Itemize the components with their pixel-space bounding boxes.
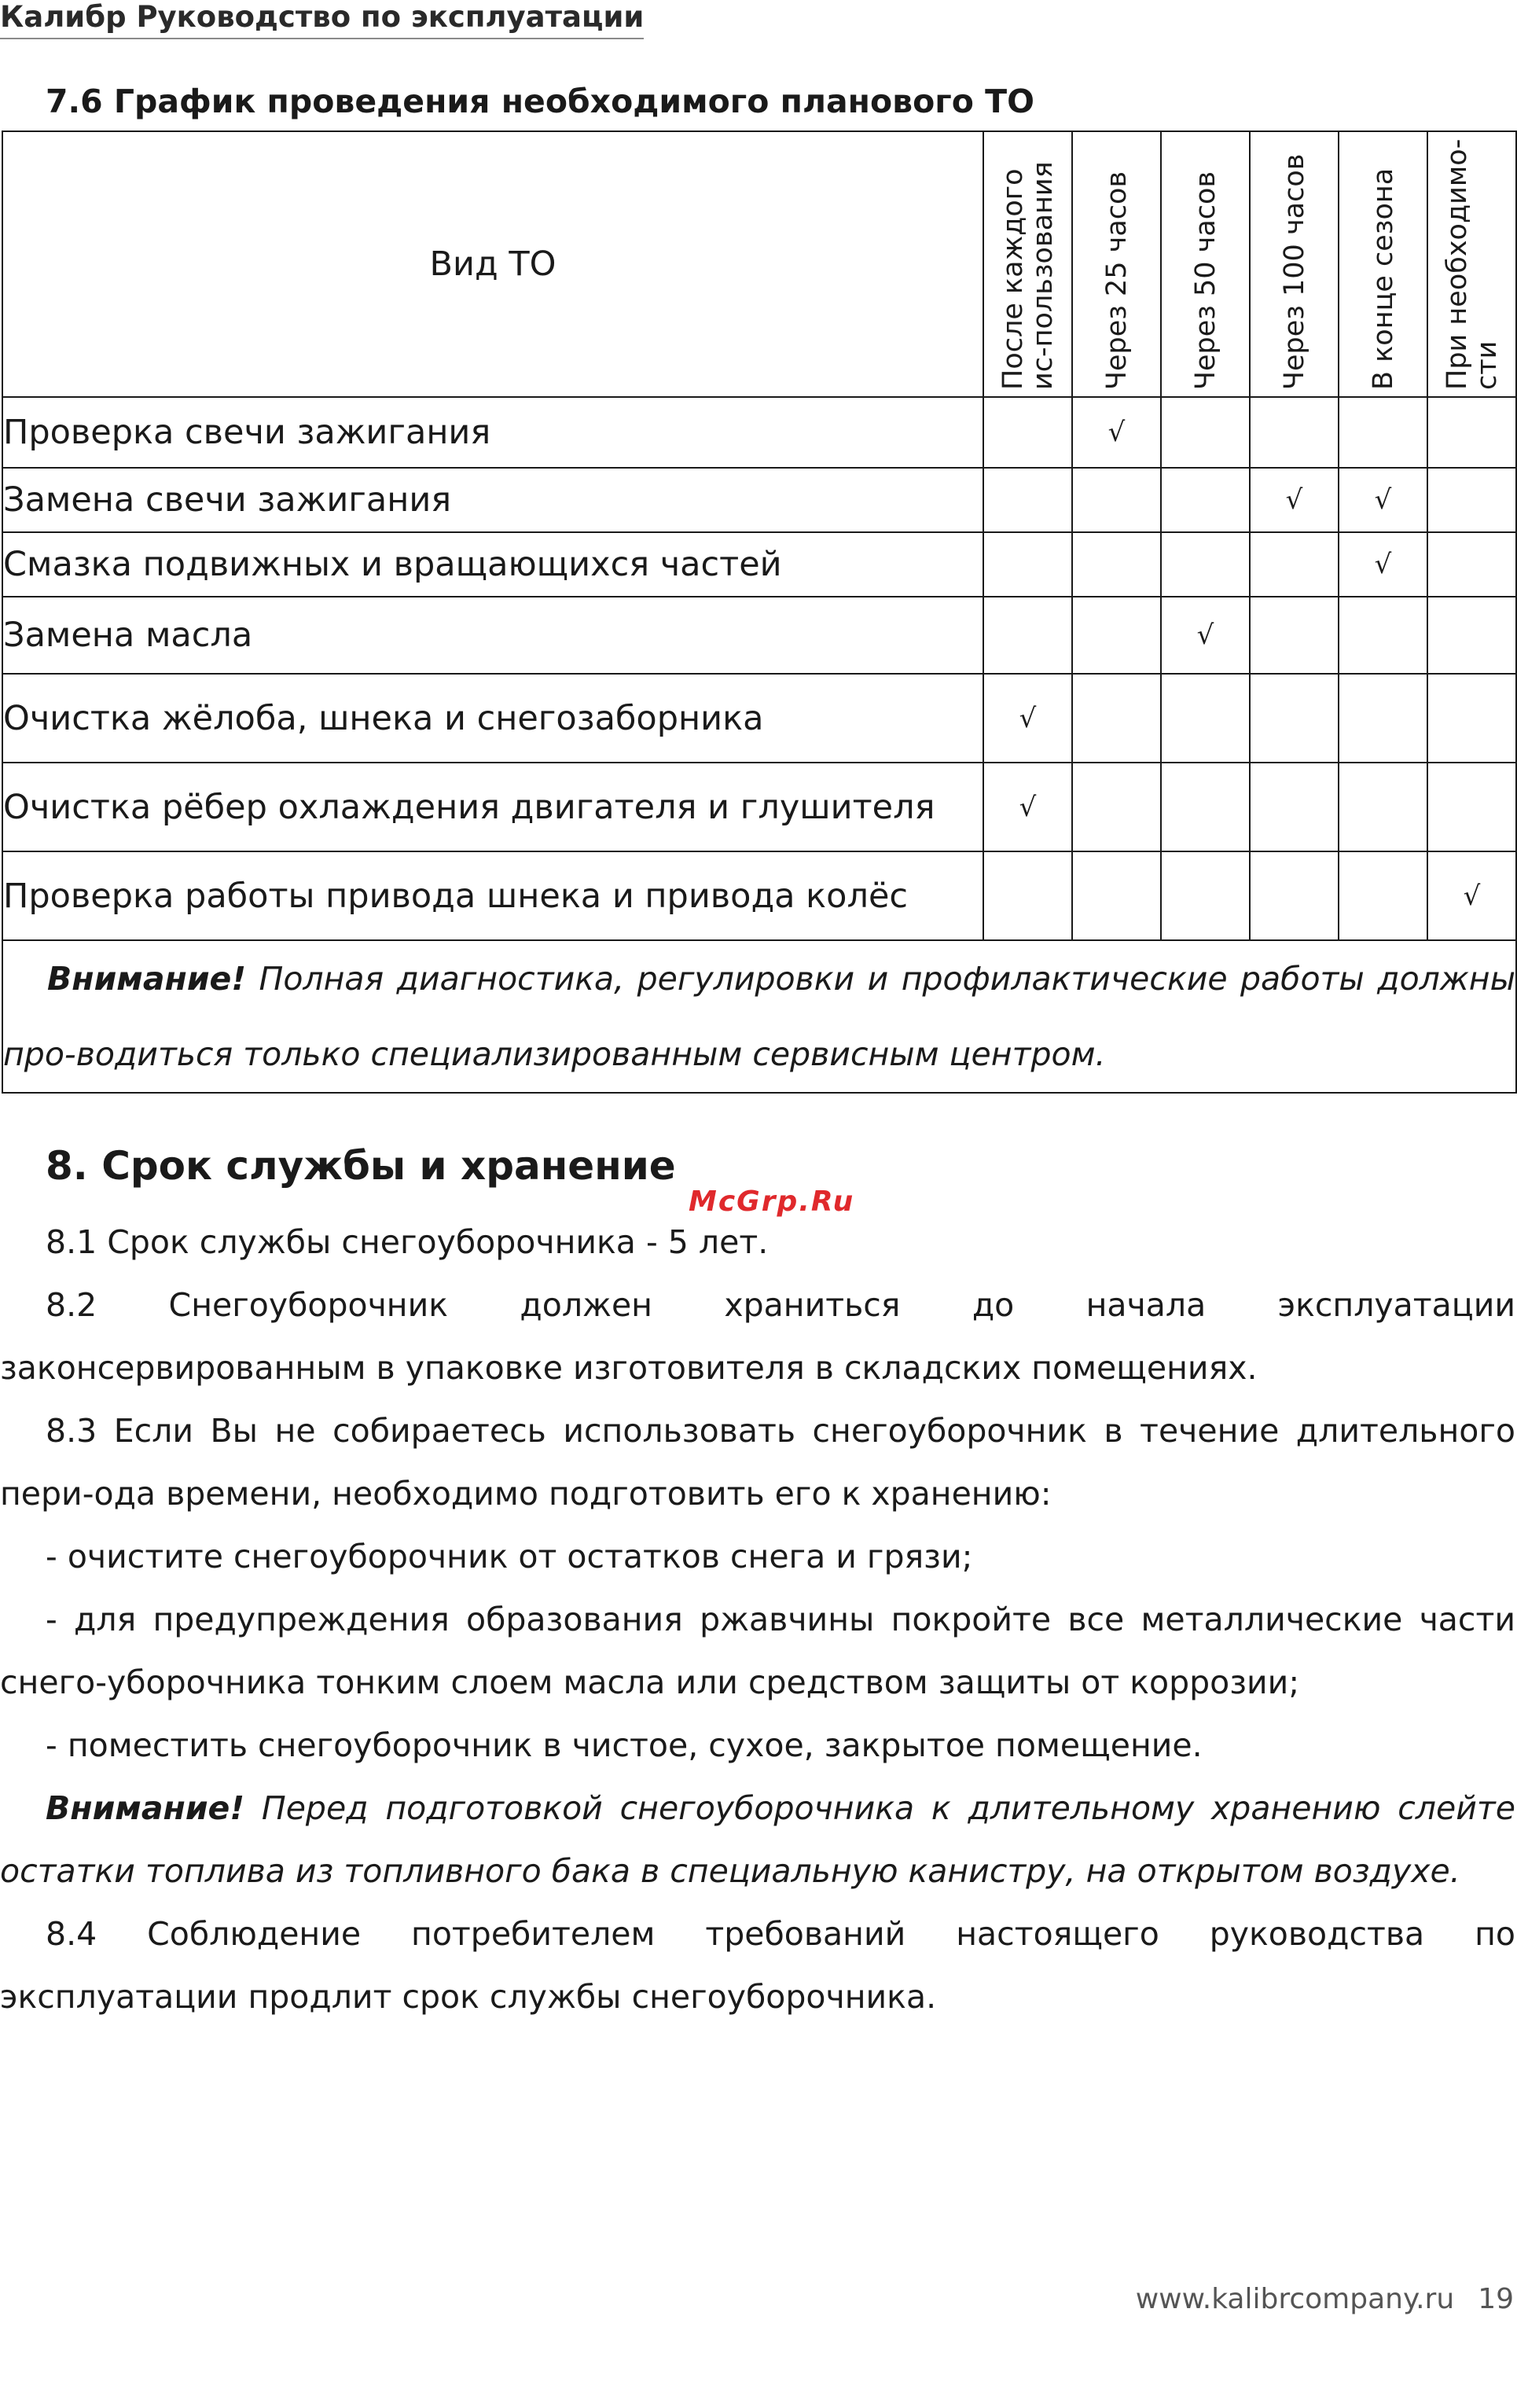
column-header-after-25-hours-label: Через 25 часов bbox=[1100, 171, 1133, 390]
table-row bbox=[2, 597, 1516, 674]
mark-cell: √ bbox=[1161, 597, 1250, 674]
mark-cell bbox=[1072, 468, 1161, 532]
page-number: 19 bbox=[1478, 2283, 1514, 2315]
mark-cell bbox=[983, 597, 1072, 674]
note-label: Внимание! bbox=[47, 960, 247, 998]
mark-cell bbox=[1161, 468, 1250, 532]
mark-cell bbox=[1161, 851, 1250, 940]
mark-cell bbox=[1250, 597, 1339, 674]
task-cell: Очистка жёлоба, шнека и снегозаборника bbox=[2, 674, 983, 763]
section-8-body bbox=[0, 1211, 1515, 2028]
column-header-when-needed-label: При необходимо-сти bbox=[1441, 138, 1503, 390]
maintenance-schedule-table bbox=[2, 131, 1517, 1094]
bullet-item: - для предупреждения образования ржавчины покройте все металлические части снего-уборочника тонким слоем масла или средством защиты от коррозии; bbox=[0, 1601, 1515, 1701]
warning-paragraph bbox=[0, 1777, 1515, 1903]
table-note-row bbox=[2, 940, 1516, 1093]
mark-cell bbox=[1427, 532, 1516, 597]
task-cell: Проверка работы привода шнека и привода колёс bbox=[2, 851, 983, 940]
mark-cell bbox=[1250, 763, 1339, 851]
mark-cell bbox=[1250, 532, 1339, 597]
task-cell: Очистка рёбер охлаждения двигателя и глушителя bbox=[2, 763, 983, 851]
mark-cell bbox=[983, 532, 1072, 597]
column-header-vid-to: Вид ТО bbox=[2, 131, 983, 397]
mark-cell bbox=[1072, 851, 1161, 940]
column-header-end-of-season bbox=[1339, 131, 1427, 397]
mark-cell bbox=[1072, 597, 1161, 674]
table-row bbox=[2, 674, 1516, 763]
mark-cell: √ bbox=[1427, 851, 1516, 940]
mark-cell bbox=[1427, 468, 1516, 532]
column-header-after-100-hours-label: Через 100 часов bbox=[1278, 153, 1310, 390]
task-cell: Смазка подвижных и вращающихся частей bbox=[2, 532, 983, 597]
mark-cell bbox=[1339, 597, 1427, 674]
task-cell: Замена масла bbox=[2, 597, 983, 674]
mark-cell bbox=[1161, 763, 1250, 851]
mark-cell: √ bbox=[983, 763, 1072, 851]
watermark: McGrp.Ru bbox=[689, 1186, 855, 1218]
mark-cell bbox=[983, 851, 1072, 940]
mark-cell bbox=[1427, 597, 1516, 674]
paragraph-8-4: 8.4 Соблюдение потребителем требований настоящего руководства по эксплуатации продлит срок службы снегоуборочника. bbox=[0, 1915, 1515, 2016]
mark-cell bbox=[1427, 674, 1516, 763]
mark-cell bbox=[1250, 851, 1339, 940]
footer-website: www.kalibrcompany.ru bbox=[1135, 2283, 1455, 2315]
table-row bbox=[2, 397, 1516, 468]
task-cell: Проверка свечи зажигания bbox=[2, 397, 983, 468]
column-header-after-each-use bbox=[983, 131, 1072, 397]
table-row bbox=[2, 763, 1516, 851]
mark-cell: √ bbox=[983, 674, 1072, 763]
column-header-after-each-use-label: После каждого ис-пользования bbox=[997, 161, 1059, 390]
mark-cell bbox=[1161, 397, 1250, 468]
mark-cell bbox=[1072, 674, 1161, 763]
column-header-after-25-hours bbox=[1072, 131, 1161, 397]
mark-cell bbox=[1339, 674, 1427, 763]
table-row bbox=[2, 532, 1516, 597]
mark-cell bbox=[1339, 851, 1427, 940]
section-8-title: 8. Срок службы и хранение bbox=[46, 1143, 676, 1189]
column-header-after-50-hours bbox=[1161, 131, 1250, 397]
mark-cell bbox=[1250, 397, 1339, 468]
table-row bbox=[2, 468, 1516, 532]
mark-cell bbox=[1427, 763, 1516, 851]
warning-label: Внимание! bbox=[46, 1789, 245, 1827]
table-row bbox=[2, 851, 1516, 940]
column-header-after-50-hours-label: Через 50 часов bbox=[1189, 171, 1221, 390]
mark-cell bbox=[1072, 532, 1161, 597]
mark-cell bbox=[1161, 674, 1250, 763]
table-note bbox=[2, 940, 1516, 1093]
bullet-item: - поместить снегоуборочник в чистое, сухое, закрытое помещение. bbox=[46, 1726, 1203, 1764]
mark-cell bbox=[1072, 763, 1161, 851]
paragraph-8-2: 8.2 Снегоуборочник должен храниться до начала эксплуатации законсервированным в упаковке изготовителя в складских помещениях. bbox=[0, 1286, 1515, 1387]
section-7-6-title: 7.6 График проведения необходимого планового ТО bbox=[46, 83, 1034, 120]
paragraph-8-1: 8.1 Срок службы снегоуборочника - 5 лет. bbox=[46, 1223, 769, 1261]
mark-cell bbox=[1427, 397, 1516, 468]
page-footer bbox=[1136, 2283, 1514, 2315]
mark-cell bbox=[1250, 674, 1339, 763]
bullet-item: - очистите снегоуборочник от остатков снега и грязи; bbox=[46, 1538, 973, 1575]
task-cell: Замена свечи зажигания bbox=[2, 468, 983, 532]
mark-cell bbox=[1339, 397, 1427, 468]
warning-text: Перед подготовкой снегоуборочника к длительному хранению слейте остатки топлива из топливного бака в специальную канистру, на открытом воздухе. bbox=[0, 1789, 1515, 1890]
running-header: Калибр Руководство по эксплуатации bbox=[0, 0, 644, 39]
mark-cell: √ bbox=[1339, 532, 1427, 597]
table-header-row bbox=[2, 131, 1516, 397]
mark-cell: √ bbox=[1250, 468, 1339, 532]
mark-cell: √ bbox=[1072, 397, 1161, 468]
column-header-when-needed bbox=[1427, 131, 1516, 397]
note-text: Полная диагностика, регулировки и профилактические работы должны про-водиться только специализированным сервисным центром. bbox=[3, 960, 1515, 1073]
mark-cell: √ bbox=[1339, 468, 1427, 532]
mark-cell bbox=[983, 397, 1072, 468]
mark-cell bbox=[1339, 763, 1427, 851]
mark-cell bbox=[1161, 532, 1250, 597]
paragraph-8-3: 8.3 Если Вы не собираетесь использовать снегоуборочник в течение длительного пери-ода времени, необходимо подготовить его к хранению: bbox=[0, 1412, 1515, 1513]
column-header-end-of-season-label: В конце сезона bbox=[1367, 167, 1399, 390]
mark-cell bbox=[983, 468, 1072, 532]
column-header-after-100-hours bbox=[1250, 131, 1339, 397]
